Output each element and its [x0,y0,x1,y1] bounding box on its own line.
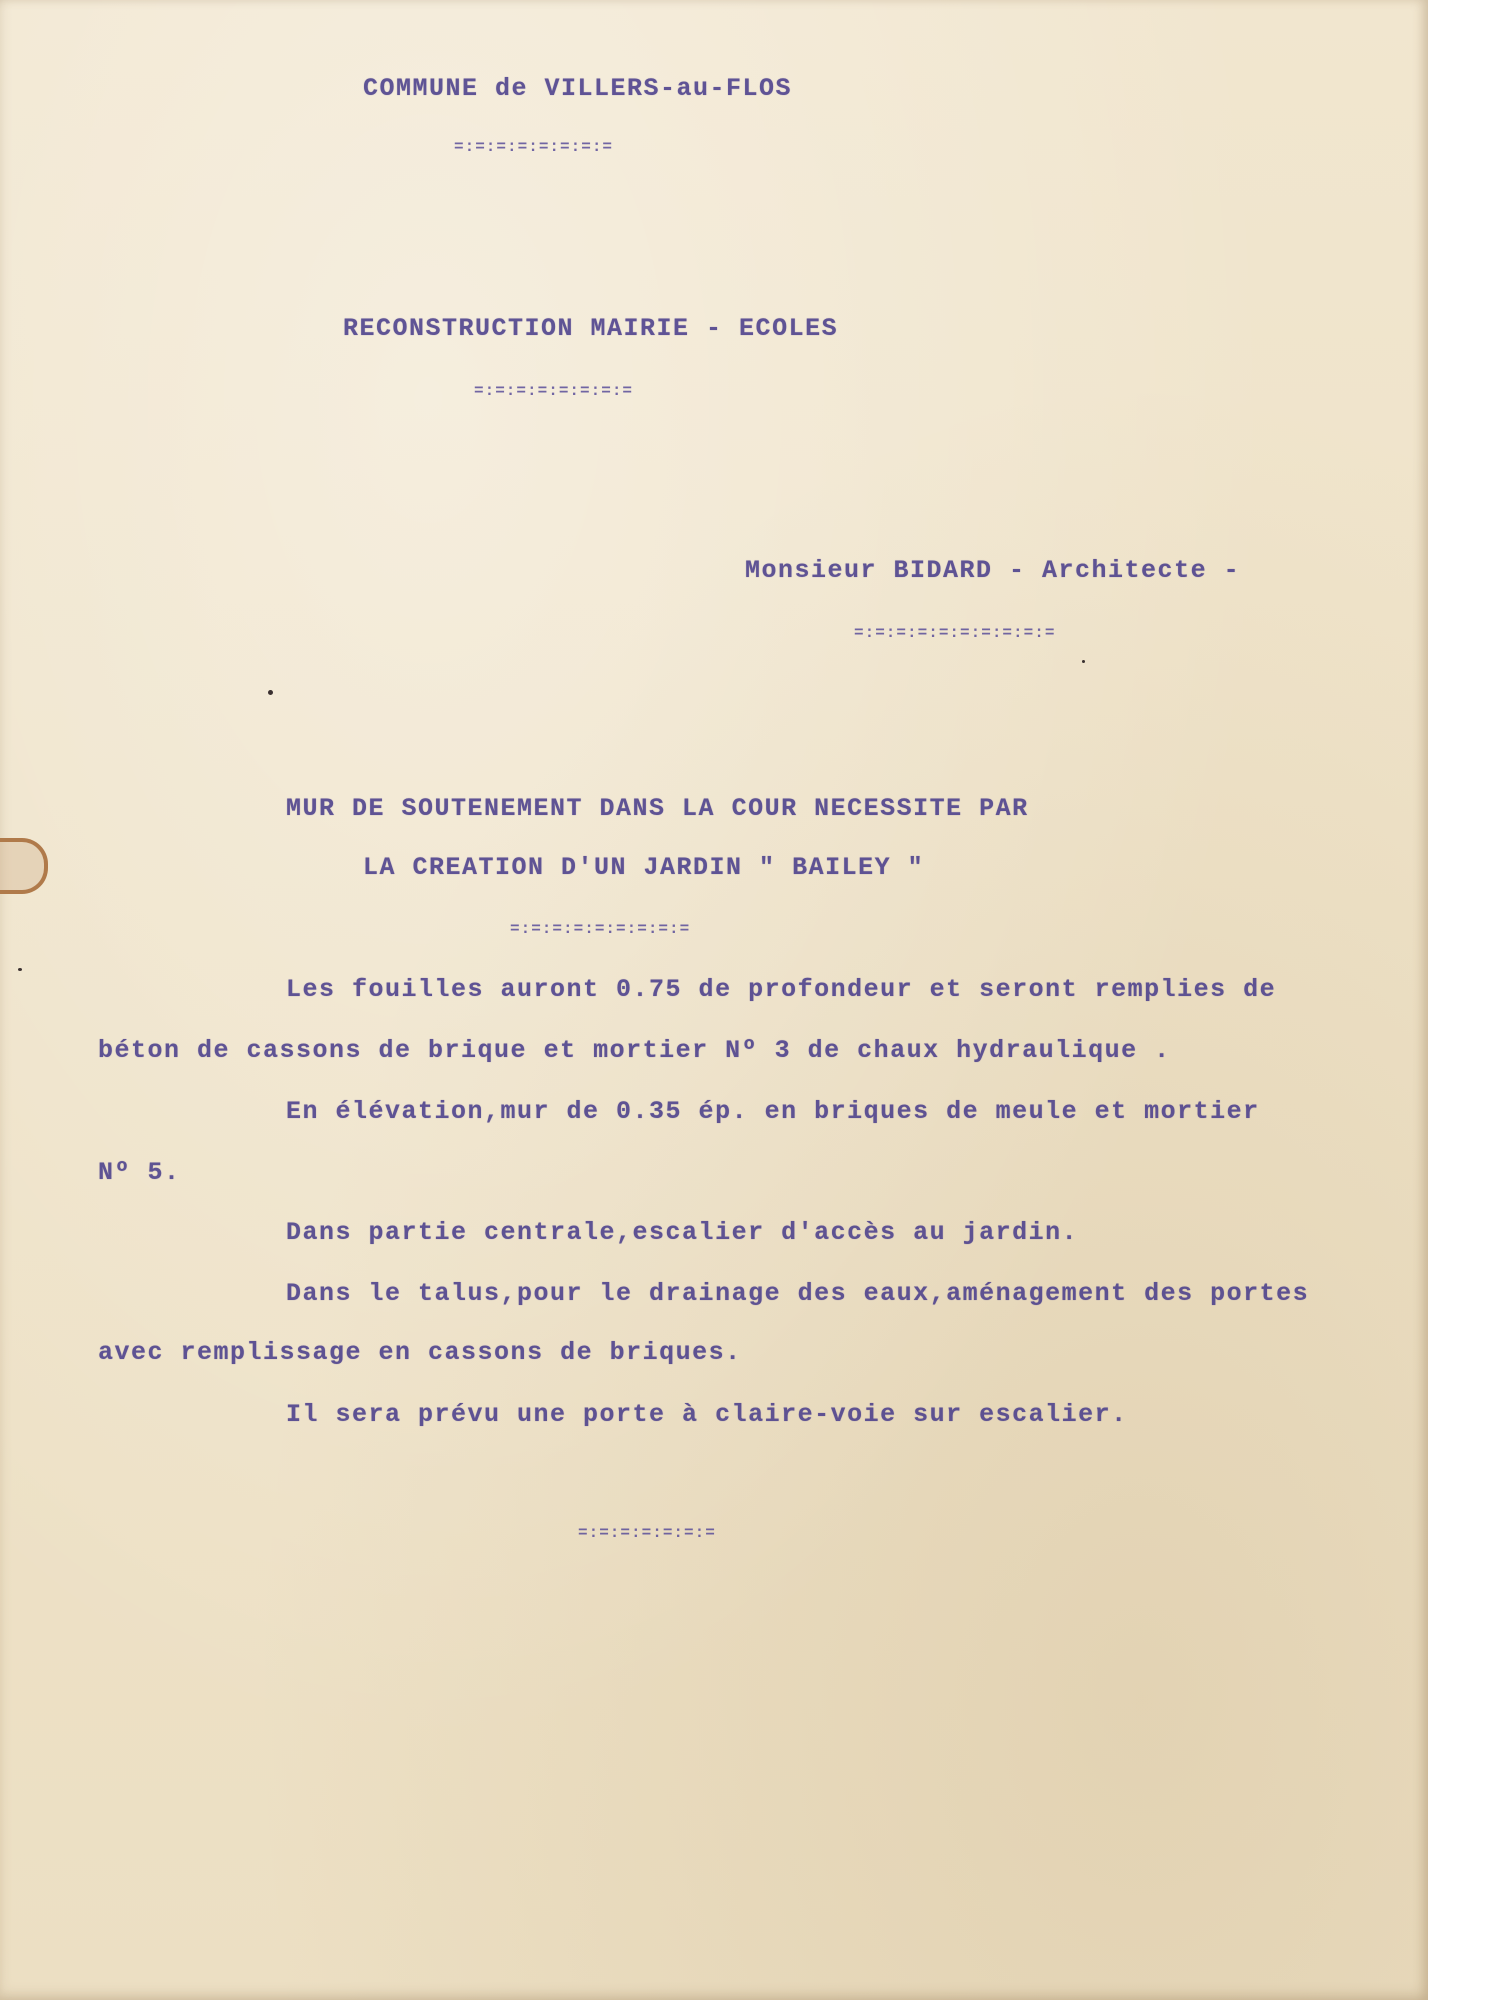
body-line-4: Nº 5. [98,1158,181,1187]
commune-title: COMMUNE de VILLERS-au-FLOS [363,74,793,103]
heading-line-2: LA CREATION D'UN JARDIN " BAILEY " [363,853,925,882]
punch-hole [0,838,48,894]
project-title: RECONSTRUCTION MAIRIE - ECOLES [343,314,839,343]
body-line-8: Il sera prévu une porte à claire-voie sur escalier. [286,1400,1128,1429]
separator-2: =:=:=:=:=:=:=:= [474,382,634,400]
body-line-6: Dans le talus,pour le drainage des eaux,aménagement des portes [286,1279,1310,1308]
heading-line-1: MUR DE SOUTENEMENT DANS LA COUR NECESSITE PAR [286,794,1029,823]
body-line-3: En élévation,mur de 0.35 ép. en briques de meule et mortier [286,1097,1260,1126]
separator-5: =:=:=:=:=:=:= [578,1524,716,1542]
body-line-1: Les fouilles auront 0.75 de profondeur et seront remplies de [286,975,1277,1004]
separator-3: =:=:=:=:=:=:=:=:=:= [854,624,1056,642]
body-line-5: Dans partie centrale,escalier d'accès au jardin. [286,1218,1079,1247]
separator-1: =:=:=:=:=:=:=:= [454,138,614,156]
body-line-2: béton de cassons de brique et mortier Nº 3 de chaux hydraulique . [98,1036,1171,1065]
architect-line: Monsieur BIDARD - Architecte - [745,556,1241,585]
ink-speck [18,968,22,971]
body-line-7: avec remplissage en cassons de briques. [98,1338,742,1367]
ink-speck [1082,660,1085,663]
separator-4: =:=:=:=:=:=:=:=:= [510,920,691,938]
ink-speck [268,690,273,695]
scan-margin [1428,0,1500,2000]
